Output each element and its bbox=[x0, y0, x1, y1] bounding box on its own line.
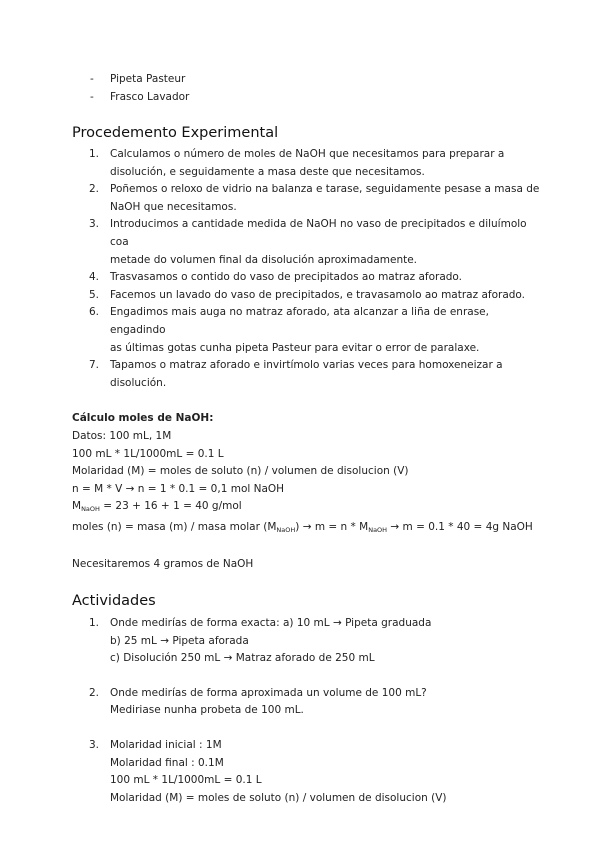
calculation-heading: Cálculo moles de NaOH: bbox=[72, 412, 214, 425]
procedure-heading: Procedemento Experimental bbox=[72, 125, 279, 141]
procedure-step: 7. Tapamos o matraz aforado e invirtímolo varias veces para homoxeneizar a disolución. bbox=[89, 359, 503, 389]
list-item bbox=[72, 70, 542, 88]
activities-heading: Actividades bbox=[72, 593, 156, 610]
list-item-text: Pipeta Pasteur bbox=[110, 73, 186, 85]
procedure-step: 6. Engadimos mais auga no matraz aforado, ata alcanzar a liña de enrase, engadindo as últimas gotas cunha pipeta Pasteur para evitar o error de paralaxe. bbox=[89, 306, 489, 354]
list-item-text: Frasco Lavador bbox=[110, 91, 190, 103]
procedure-step: 3. Introducimos a cantidade medida de NaOH no vaso de precipitados e diluímolo coa metade do volumen final da disolución aproximadamente. bbox=[89, 218, 527, 266]
calc-conclusion: Necesitaremos 4 gramos de NaOH bbox=[72, 558, 254, 571]
activity-3: 3. Molaridad inicial : 1M Molaridad final : 0.1M 100 mL * 1L/1000mL = 0.1 L Molaridad (M) = moles de soluto (n) / volumen de disolucion (V) bbox=[89, 739, 447, 804]
materials-list bbox=[72, 70, 542, 106]
calc-molaridad: Molaridad (M) = moles de soluto (n) / volumen de disolucion (V) bbox=[72, 465, 409, 478]
document-page bbox=[72, 70, 542, 807]
list-dash: - bbox=[90, 91, 94, 103]
list-item bbox=[72, 88, 542, 106]
calc-n-formula: n = M * V → n = 1 * 0.1 = 0,1 mol NaOH bbox=[72, 482, 285, 495]
procedure-step: 2. Poñemos o reloxo de vidrio na balanza e tarase, seguidamente pesase a masa de NaOH que necesitamos. bbox=[89, 183, 540, 213]
procedure-step: 1. Calculamos o número de moles de NaOH que necesitamos para preparar a disolución, e seguidamente a masa deste que necesitamos. bbox=[89, 148, 505, 178]
activity-2: 2. Onde medirías de forma aproximada un volume de 100 mL? Mediriase nunha probeta de 100 mL. bbox=[89, 686, 427, 717]
activity-1: 1. Onde medirías de forma exacta: a) 10 mL → Pipeta graduada b) 25 mL → Pipeta aforada c) Disolución 250 mL → Matraz aforado de 250 mL bbox=[89, 617, 432, 665]
calc-conversion: 100 mL * 1L/1000mL = 0.1 L bbox=[72, 447, 224, 460]
calculation-section bbox=[72, 410, 542, 574]
calc-molar-mass: $M_{NaOH} = 23 + 16 + 1 = 40$ g/mol bbox=[72, 500, 242, 514]
procedure-step: 4. Trasvasamos o contido do vaso de precipitados ao matraz aforado. bbox=[89, 271, 463, 284]
procedure-steps bbox=[72, 146, 542, 392]
list-dash: - bbox=[90, 73, 94, 85]
calc-datos: Datos: 100 mL, 1M bbox=[72, 429, 172, 442]
procedure-step: 5. Facemos un lavado do vaso de precipitados, e travasamolo ao matraz aforado. bbox=[89, 288, 525, 301]
calc-mass-formula: moles (n) = masa (m) / masa molar $(M_{NaOH}) \to m = n * M_{NaOH} \to m = 0.1 * 40 = 4g$ NaOH bbox=[72, 520, 533, 534]
